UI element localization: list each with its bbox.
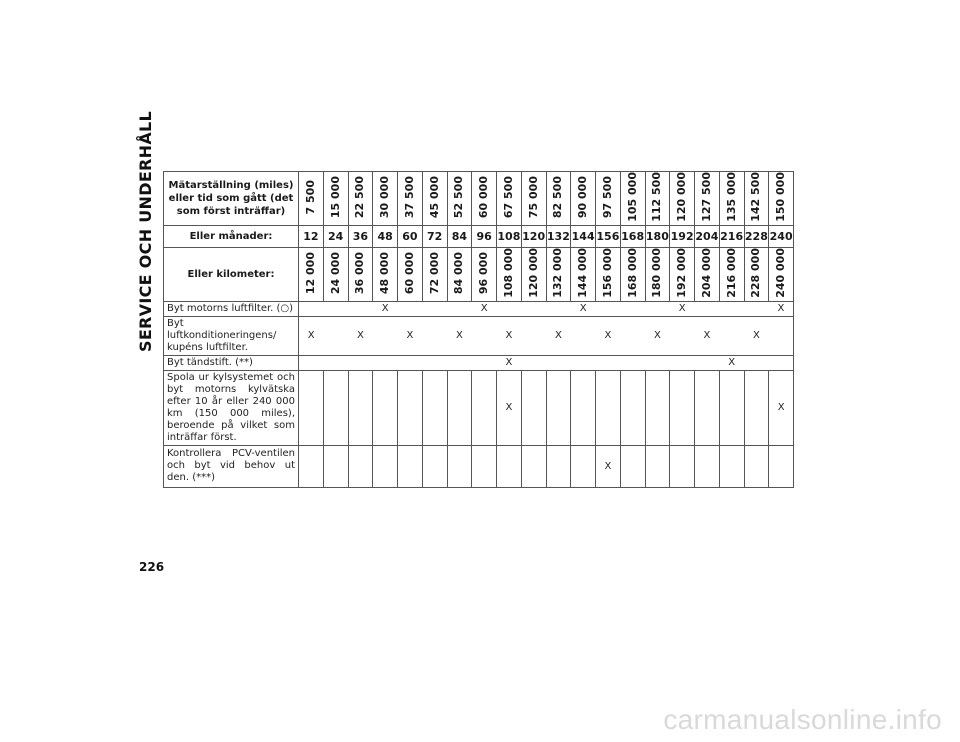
months-header-row-value: 168 — [621, 229, 645, 243]
service-row — [164, 355, 794, 370]
schedule-cell — [719, 316, 744, 355]
schedule-cell — [620, 355, 645, 370]
months-header-row-cell — [546, 225, 571, 247]
kilometers-header-row-value: 204 000 — [699, 247, 713, 298]
mileage-header-row-cell — [398, 172, 423, 226]
schedule-cell — [299, 370, 324, 445]
mileage-header-row-value: 97 500 — [600, 175, 614, 218]
mileage-header-row-value: 105 000 — [625, 172, 639, 222]
kilometers-header-row — [164, 247, 794, 301]
months-header-row-value: 108 — [497, 229, 521, 243]
schedule-cell — [719, 445, 744, 487]
schedule-cell — [348, 355, 373, 370]
schedule-cell — [398, 355, 423, 370]
schedule-cell — [769, 355, 794, 370]
kilometers-header-row-cell — [521, 247, 546, 301]
months-header-row-value: 180 — [645, 229, 669, 243]
kilometers-header-row-value: 168 000 — [625, 247, 639, 298]
schedule-cell — [299, 355, 324, 370]
schedule-cell — [398, 316, 423, 355]
months-header-row-value: 132 — [546, 229, 570, 243]
schedule-cell — [472, 316, 497, 355]
kilometers-header-row-cell — [719, 247, 744, 301]
schedule-cell — [670, 370, 695, 445]
service-mark: X — [505, 330, 513, 342]
schedule-cell — [695, 370, 720, 445]
months-header-row-cell — [373, 225, 398, 247]
mileage-header-row-value: 150 000 — [774, 172, 788, 222]
kilometers-header-row-value: 72 000 — [427, 251, 441, 294]
mileage-header-row-cell — [422, 172, 447, 226]
kilometers-header-row-cell — [472, 247, 497, 301]
schedule-cell — [719, 370, 744, 445]
schedule-cell — [769, 445, 794, 487]
mileage-header-row-cell — [373, 172, 398, 226]
kilometers-header-row-value: 132 000 — [551, 247, 565, 298]
schedule-cell — [571, 355, 596, 370]
mileage-header-row-value: 22 500 — [353, 175, 367, 218]
schedule-cell — [620, 316, 645, 355]
schedule-cell — [695, 316, 720, 355]
months-header-row-cell — [299, 225, 324, 247]
mileage-header-row-value: 75 000 — [526, 175, 540, 218]
schedule-cell — [670, 445, 695, 487]
schedule-cell — [620, 445, 645, 487]
service-mark: X — [505, 402, 513, 414]
service-mark: X — [505, 357, 513, 369]
schedule-cell — [645, 355, 670, 370]
kilometers-header-row-cell — [497, 247, 522, 301]
service-mark: X — [604, 460, 612, 472]
schedule-cell — [472, 301, 497, 316]
schedule-cell — [472, 445, 497, 487]
page-number: 226 — [139, 560, 165, 574]
mileage-header-row-value: 127 500 — [699, 172, 713, 222]
schedule-cell — [521, 370, 546, 445]
schedule-cell — [620, 301, 645, 316]
mileage-header-row-cell — [719, 172, 744, 226]
months-header-row-cell — [323, 225, 348, 247]
kilometers-header-row-value: 240 000 — [774, 247, 788, 298]
mileage-header-row-value: 90 000 — [576, 175, 590, 218]
schedule-cell — [373, 445, 398, 487]
schedule-cell — [422, 301, 447, 316]
kilometers-header-row-cell — [571, 247, 596, 301]
months-header-row-value: 48 — [377, 229, 393, 243]
months-header-row-value: 228 — [744, 229, 768, 243]
kilometers-header-row-cell — [422, 247, 447, 301]
schedule-cell — [299, 316, 324, 355]
mileage-header-row-cell — [571, 172, 596, 226]
schedule-cell — [398, 301, 423, 316]
kilometers-header-row-cell — [299, 247, 324, 301]
schedule-cell — [348, 445, 373, 487]
schedule-cell — [596, 445, 621, 487]
service-mark: X — [554, 330, 562, 342]
mileage-header-row-label: Mätarställning (miles) eller tid som gått (det som först inträffar) — [164, 172, 299, 226]
schedule-cell — [497, 301, 522, 316]
schedule-cell — [373, 355, 398, 370]
kilometers-header-row-label: Eller kilometer: — [164, 247, 299, 301]
schedule-cell — [571, 445, 596, 487]
schedule-cell — [521, 445, 546, 487]
mileage-header-row — [164, 172, 794, 226]
months-header-row-cell — [497, 225, 522, 247]
mileage-header-row-cell — [497, 172, 522, 226]
service-mark: X — [777, 303, 785, 315]
schedule-cell — [497, 445, 522, 487]
months-header-row-cell — [769, 225, 794, 247]
mileage-header-row-cell — [620, 172, 645, 226]
months-header-row-value: 120 — [522, 229, 546, 243]
service-mark: X — [480, 303, 488, 315]
schedule-cell — [521, 355, 546, 370]
schedule-cell — [521, 301, 546, 316]
service-mark: X — [579, 303, 587, 315]
months-header-row-cell — [571, 225, 596, 247]
months-header-row-value: 192 — [670, 229, 694, 243]
schedule-cell — [348, 316, 373, 355]
mileage-header-row-value: 37 500 — [402, 175, 416, 218]
kilometers-header-row-cell — [398, 247, 423, 301]
schedule-cell — [447, 370, 472, 445]
months-header-row-value: 24 — [327, 229, 344, 243]
mileage-header-row-value: 30 000 — [378, 175, 392, 218]
schedule-cell — [670, 301, 695, 316]
schedule-cell — [571, 301, 596, 316]
kilometers-header-row-value: 228 000 — [749, 247, 763, 298]
schedule-cell — [299, 301, 324, 316]
schedule-cell — [571, 316, 596, 355]
schedule-cell — [521, 316, 546, 355]
months-header-row-label: Eller månader: — [164, 225, 299, 247]
schedule-cell — [744, 355, 769, 370]
service-mark: X — [777, 402, 785, 414]
kilometers-header-row-cell — [546, 247, 571, 301]
kilometers-header-row-value: 36 000 — [353, 251, 367, 294]
kilometers-header-row-cell — [596, 247, 621, 301]
schedule-cell — [546, 316, 571, 355]
mileage-header-row-cell — [744, 172, 769, 226]
schedule-cell — [695, 301, 720, 316]
kilometers-header-row-value: 84 000 — [452, 251, 466, 294]
schedule-cell — [645, 301, 670, 316]
months-header-row — [164, 225, 794, 247]
schedule-cell — [497, 370, 522, 445]
months-header-row-value: 96 — [476, 229, 492, 243]
schedule-cell — [744, 445, 769, 487]
mileage-header-row-cell — [521, 172, 546, 226]
months-header-row-cell — [620, 225, 645, 247]
schedule-cell — [769, 301, 794, 316]
kilometers-header-row-value: 156 000 — [600, 247, 614, 298]
schedule-cell — [422, 370, 447, 445]
mileage-header-row-value: 60 000 — [477, 175, 491, 218]
mileage-header-row-cell — [472, 172, 497, 226]
mileage-header-row-value: 7 500 — [303, 179, 317, 215]
schedule-cell — [398, 445, 423, 487]
service-mark: X — [356, 330, 364, 342]
service-row — [164, 445, 794, 487]
service-row — [164, 316, 794, 355]
schedule-cell — [670, 316, 695, 355]
kilometers-header-row-value: 108 000 — [501, 247, 515, 298]
kilometers-header-row-cell — [447, 247, 472, 301]
schedule-cell — [744, 301, 769, 316]
kilometers-header-row-cell — [744, 247, 769, 301]
months-header-row-cell — [521, 225, 546, 247]
kilometers-header-row-value: 180 000 — [650, 247, 664, 298]
kilometers-header-row-value: 60 000 — [402, 251, 416, 294]
service-task: Spola ur kylsystemet och byt motorns kylvätska efter 10 år eller 240 000 km (150 000 miles), beroende på vilket som inträffar först. — [164, 370, 299, 445]
schedule-cell — [422, 355, 447, 370]
schedule-cell — [422, 445, 447, 487]
schedule-cell — [645, 370, 670, 445]
schedule-cell — [447, 355, 472, 370]
mileage-header-row-value: 52 500 — [452, 175, 466, 218]
months-header-row-cell — [719, 225, 744, 247]
mileage-header-row-value: 120 000 — [675, 172, 689, 222]
kilometers-header-row-value: 24 000 — [328, 251, 342, 294]
months-header-row-value: 204 — [695, 229, 719, 243]
mileage-header-row-cell — [670, 172, 695, 226]
schedule-cell — [373, 301, 398, 316]
mileage-header-row-value: 45 000 — [427, 175, 441, 218]
schedule-cell — [472, 370, 497, 445]
schedule-cell — [422, 316, 447, 355]
mileage-header-row-value: 135 000 — [724, 172, 738, 222]
section-title: SERVICE OCH UNDERHÅLL — [136, 110, 155, 352]
mileage-header-row-cell — [596, 172, 621, 226]
months-header-row-value: 72 — [426, 229, 443, 243]
mileage-header-row-cell — [645, 172, 670, 226]
schedule-cell — [596, 301, 621, 316]
mileage-header-row-value: 112 500 — [650, 172, 664, 222]
service-mark: X — [307, 330, 315, 342]
service-mark: X — [752, 330, 760, 342]
maintenance-schedule-table — [163, 171, 794, 488]
schedule-cell — [596, 370, 621, 445]
service-mark: X — [728, 357, 736, 369]
kilometers-header-row-cell — [323, 247, 348, 301]
schedule-cell — [719, 355, 744, 370]
service-mark: X — [455, 330, 463, 342]
schedule-cell — [398, 370, 423, 445]
schedule-cell — [571, 370, 596, 445]
mileage-header-row-value: 142 500 — [749, 172, 763, 222]
schedule-cell — [323, 370, 348, 445]
mileage-header-row-cell — [299, 172, 324, 226]
months-header-row-cell — [744, 225, 769, 247]
service-mark: X — [406, 330, 414, 342]
schedule-cell — [769, 370, 794, 445]
kilometers-header-row-value: 48 000 — [378, 251, 392, 294]
kilometers-header-row-value: 120 000 — [526, 247, 540, 298]
schedule-cell — [546, 301, 571, 316]
months-header-row-value: 12 — [303, 229, 319, 243]
kilometers-header-row-cell — [620, 247, 645, 301]
kilometers-header-row-cell — [645, 247, 670, 301]
schedule-cell — [373, 370, 398, 445]
schedule-cell — [546, 445, 571, 487]
service-task: Kontrollera PCV-ventilen och byt vid behov ut den. (***) — [164, 445, 299, 487]
service-mark: X — [703, 330, 711, 342]
months-header-row-value: 240 — [769, 229, 793, 243]
kilometers-header-row-cell — [769, 247, 794, 301]
schedule-cell — [323, 316, 348, 355]
mileage-header-row-cell — [769, 172, 794, 226]
schedule-cell — [670, 355, 695, 370]
months-header-row-value: 84 — [451, 229, 468, 243]
service-row — [164, 301, 794, 316]
schedule-cell — [373, 316, 398, 355]
service-row — [164, 370, 794, 445]
schedule-cell — [497, 355, 522, 370]
service-task: Byt tändstift. (**) — [164, 355, 299, 370]
service-mark: X — [381, 303, 389, 315]
kilometers-header-row-value: 96 000 — [477, 251, 491, 294]
months-header-row-cell — [645, 225, 670, 247]
schedule-cell — [323, 355, 348, 370]
months-header-row-cell — [348, 225, 373, 247]
mileage-header-row-cell — [348, 172, 373, 226]
schedule-cell — [546, 355, 571, 370]
schedule-cell — [695, 355, 720, 370]
mileage-header-row-value: 67 500 — [501, 175, 515, 218]
schedule-cell — [299, 445, 324, 487]
kilometers-header-row-cell — [348, 247, 373, 301]
mileage-header-row-value: 15 000 — [328, 175, 342, 218]
schedule-cell — [620, 370, 645, 445]
months-header-row-value: 144 — [571, 229, 595, 243]
schedule-cell — [447, 445, 472, 487]
watermark: carmanualsonline.info — [663, 704, 942, 735]
schedule-cell — [596, 316, 621, 355]
service-task: Byt luftkonditioneringens/ kupéns luftfilter. — [164, 316, 299, 355]
kilometers-header-row-value: 216 000 — [724, 247, 738, 298]
kilometers-header-row-cell — [373, 247, 398, 301]
mileage-header-row-cell — [695, 172, 720, 226]
schedule-cell — [348, 370, 373, 445]
schedule-cell — [497, 316, 522, 355]
schedule-cell — [596, 355, 621, 370]
schedule-cell — [744, 316, 769, 355]
kilometers-header-row-value: 12 000 — [303, 251, 317, 294]
service-mark: X — [604, 330, 612, 342]
schedule-cell — [447, 316, 472, 355]
months-header-row-cell — [422, 225, 447, 247]
service-mark: X — [678, 303, 686, 315]
kilometers-header-row-value: 144 000 — [576, 247, 590, 298]
schedule-cell — [323, 445, 348, 487]
months-header-row-cell — [670, 225, 695, 247]
schedule-cell — [645, 445, 670, 487]
mileage-header-row-cell — [323, 172, 348, 226]
months-header-row-cell — [695, 225, 720, 247]
schedule-cell — [744, 370, 769, 445]
months-header-row-value: 36 — [352, 229, 369, 243]
kilometers-header-row-cell — [670, 247, 695, 301]
schedule-cell — [348, 301, 373, 316]
schedule-cell — [472, 355, 497, 370]
kilometers-header-row-value: 192 000 — [675, 247, 689, 298]
schedule-cell — [447, 301, 472, 316]
mileage-header-row-value: 82 500 — [551, 175, 565, 218]
months-header-row-cell — [472, 225, 497, 247]
schedule-cell — [323, 301, 348, 316]
months-header-row-value: 156 — [596, 229, 620, 243]
schedule-cell — [719, 301, 744, 316]
months-header-row-cell — [447, 225, 472, 247]
months-header-row-value: 216 — [720, 229, 744, 243]
schedule-cell — [695, 445, 720, 487]
months-header-row-value: 60 — [402, 229, 418, 243]
months-header-row-cell — [398, 225, 423, 247]
kilometers-header-row-cell — [695, 247, 720, 301]
schedule-cell — [546, 370, 571, 445]
service-mark: X — [653, 330, 661, 342]
mileage-header-row-cell — [447, 172, 472, 226]
mileage-header-row-cell — [546, 172, 571, 226]
schedule-cell — [645, 316, 670, 355]
service-task: Byt motorns luftfilter. (○) — [164, 301, 299, 316]
schedule-cell — [769, 316, 794, 355]
months-header-row-cell — [596, 225, 621, 247]
